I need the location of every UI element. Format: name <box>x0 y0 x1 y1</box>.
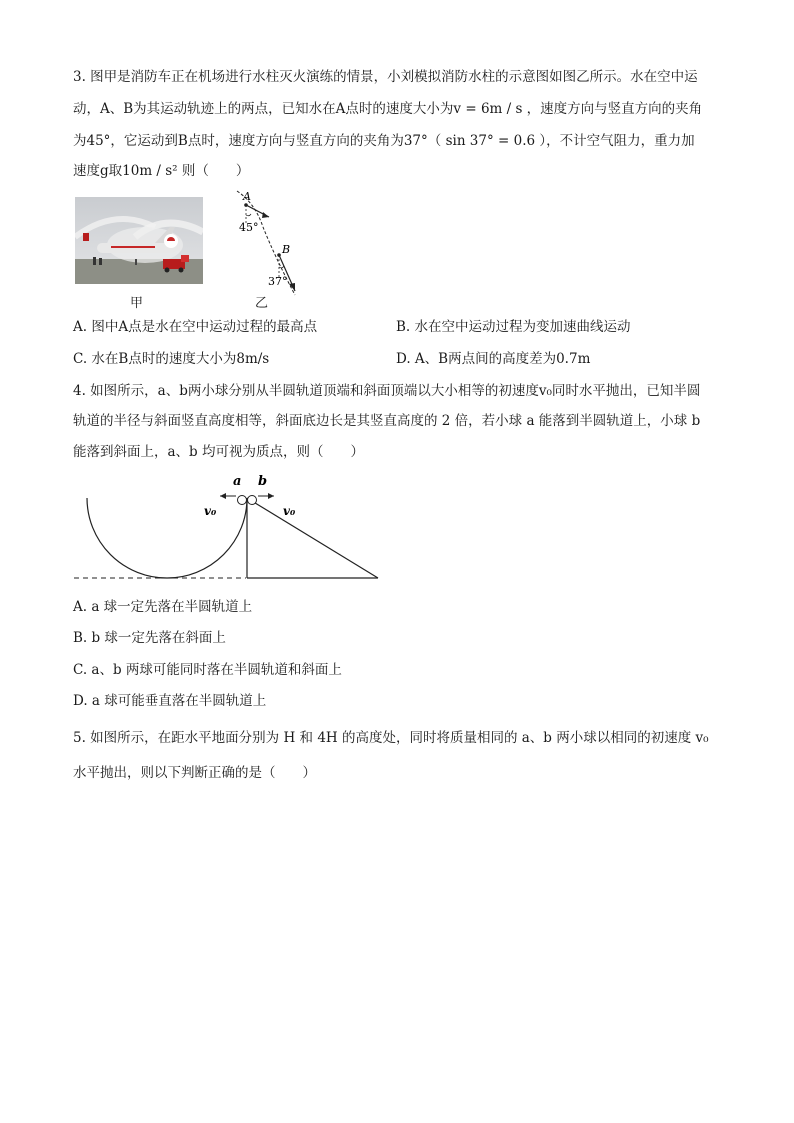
q4-text-line-2: 轨道的半径与斜面竖直高度相等，斜面底边长是其竖直高度的 2 倍，若小球 a 能落到半圆轨道上，小球 b <box>73 413 701 429</box>
q3-text-line-2: 动，A、B为其运动轨迹上的两点，已知水在A点时的速度大小为v = 6m / s ，速度方向与竖直方向的夹角 <box>73 101 703 117</box>
ball-b-label: b <box>258 474 268 489</box>
q4-option-b: B. b 球一定先落在斜面上 <box>73 630 226 646</box>
q5-text-line-2: 水平抛出，则以下判断正确的是（ ） <box>73 765 316 781</box>
q3-text-line-4: 速度g取10m / s² 则（ ） <box>73 163 250 179</box>
trajectory-diagram <box>225 187 315 302</box>
fire-truck-photo <box>75 197 203 284</box>
v0-right-label: v₀ <box>283 504 296 518</box>
q4-option-d: D. a 球可能垂直落在半圆轨道上 <box>73 693 267 709</box>
q3-option-b: B. 水在空中运动过程为变加速曲线运动 <box>396 319 631 335</box>
point-b-label: B <box>282 243 291 256</box>
q3-option-d: D. A、B两点间的高度差为0.7m <box>396 351 591 367</box>
ball-a <box>238 496 247 505</box>
point-a-label: A <box>243 190 251 203</box>
q3-text-line-3: 为45°，它运动到B点时，速度方向与竖直方向的夹角为37°（ sin 37° = 0.6 ），不计空气阻力，重力加 <box>73 133 695 149</box>
incline-surface <box>247 498 378 578</box>
q3-text-line-1: 3. 图甲是消防车正在机场进行水柱灭火演练的情景，小刘模拟消防水柱的示意图如图乙所示。水在空中运 <box>73 69 698 85</box>
q4-option-a: A. a 球一定先落在半圆轨道上 <box>73 599 253 615</box>
ball-a-label: a <box>233 474 242 489</box>
v0-left-label: v₀ <box>204 504 217 518</box>
q3-option-a: A. 图中A点是水在空中运动过程的最高点 <box>73 319 318 335</box>
ball-b <box>248 496 257 505</box>
q5-text-line-1: 5. 如图所示，在距水平地面分别为 H 和 4H 的高度处，同时将质量相同的 a、b 两小球以相同的初速度 v₀ <box>73 730 709 746</box>
angle-37-label: 37° <box>268 275 288 288</box>
semicircle-track <box>87 498 247 578</box>
angle-45-label: 45° <box>239 221 259 234</box>
figure-yi-caption: 乙 <box>255 296 269 311</box>
q4-text-line-1: 4. 如图所示，a、b两小球分别从半圆轨道顶端和斜面顶端以大小相等的初速度v₀同时水平抛出，已知半圆 <box>73 383 701 399</box>
q3-option-c: C. 水在B点时的速度大小为8m/s <box>73 351 270 367</box>
figure-jia-caption: 甲 <box>130 296 144 311</box>
q4-text-line-3: 能落到斜面上，a、b 均可视为质点，则（ ） <box>73 444 364 460</box>
q4-option-c: C. a、b 两球可能同时落在半圆轨道和斜面上 <box>73 662 342 678</box>
track-incline-diagram <box>70 470 390 585</box>
